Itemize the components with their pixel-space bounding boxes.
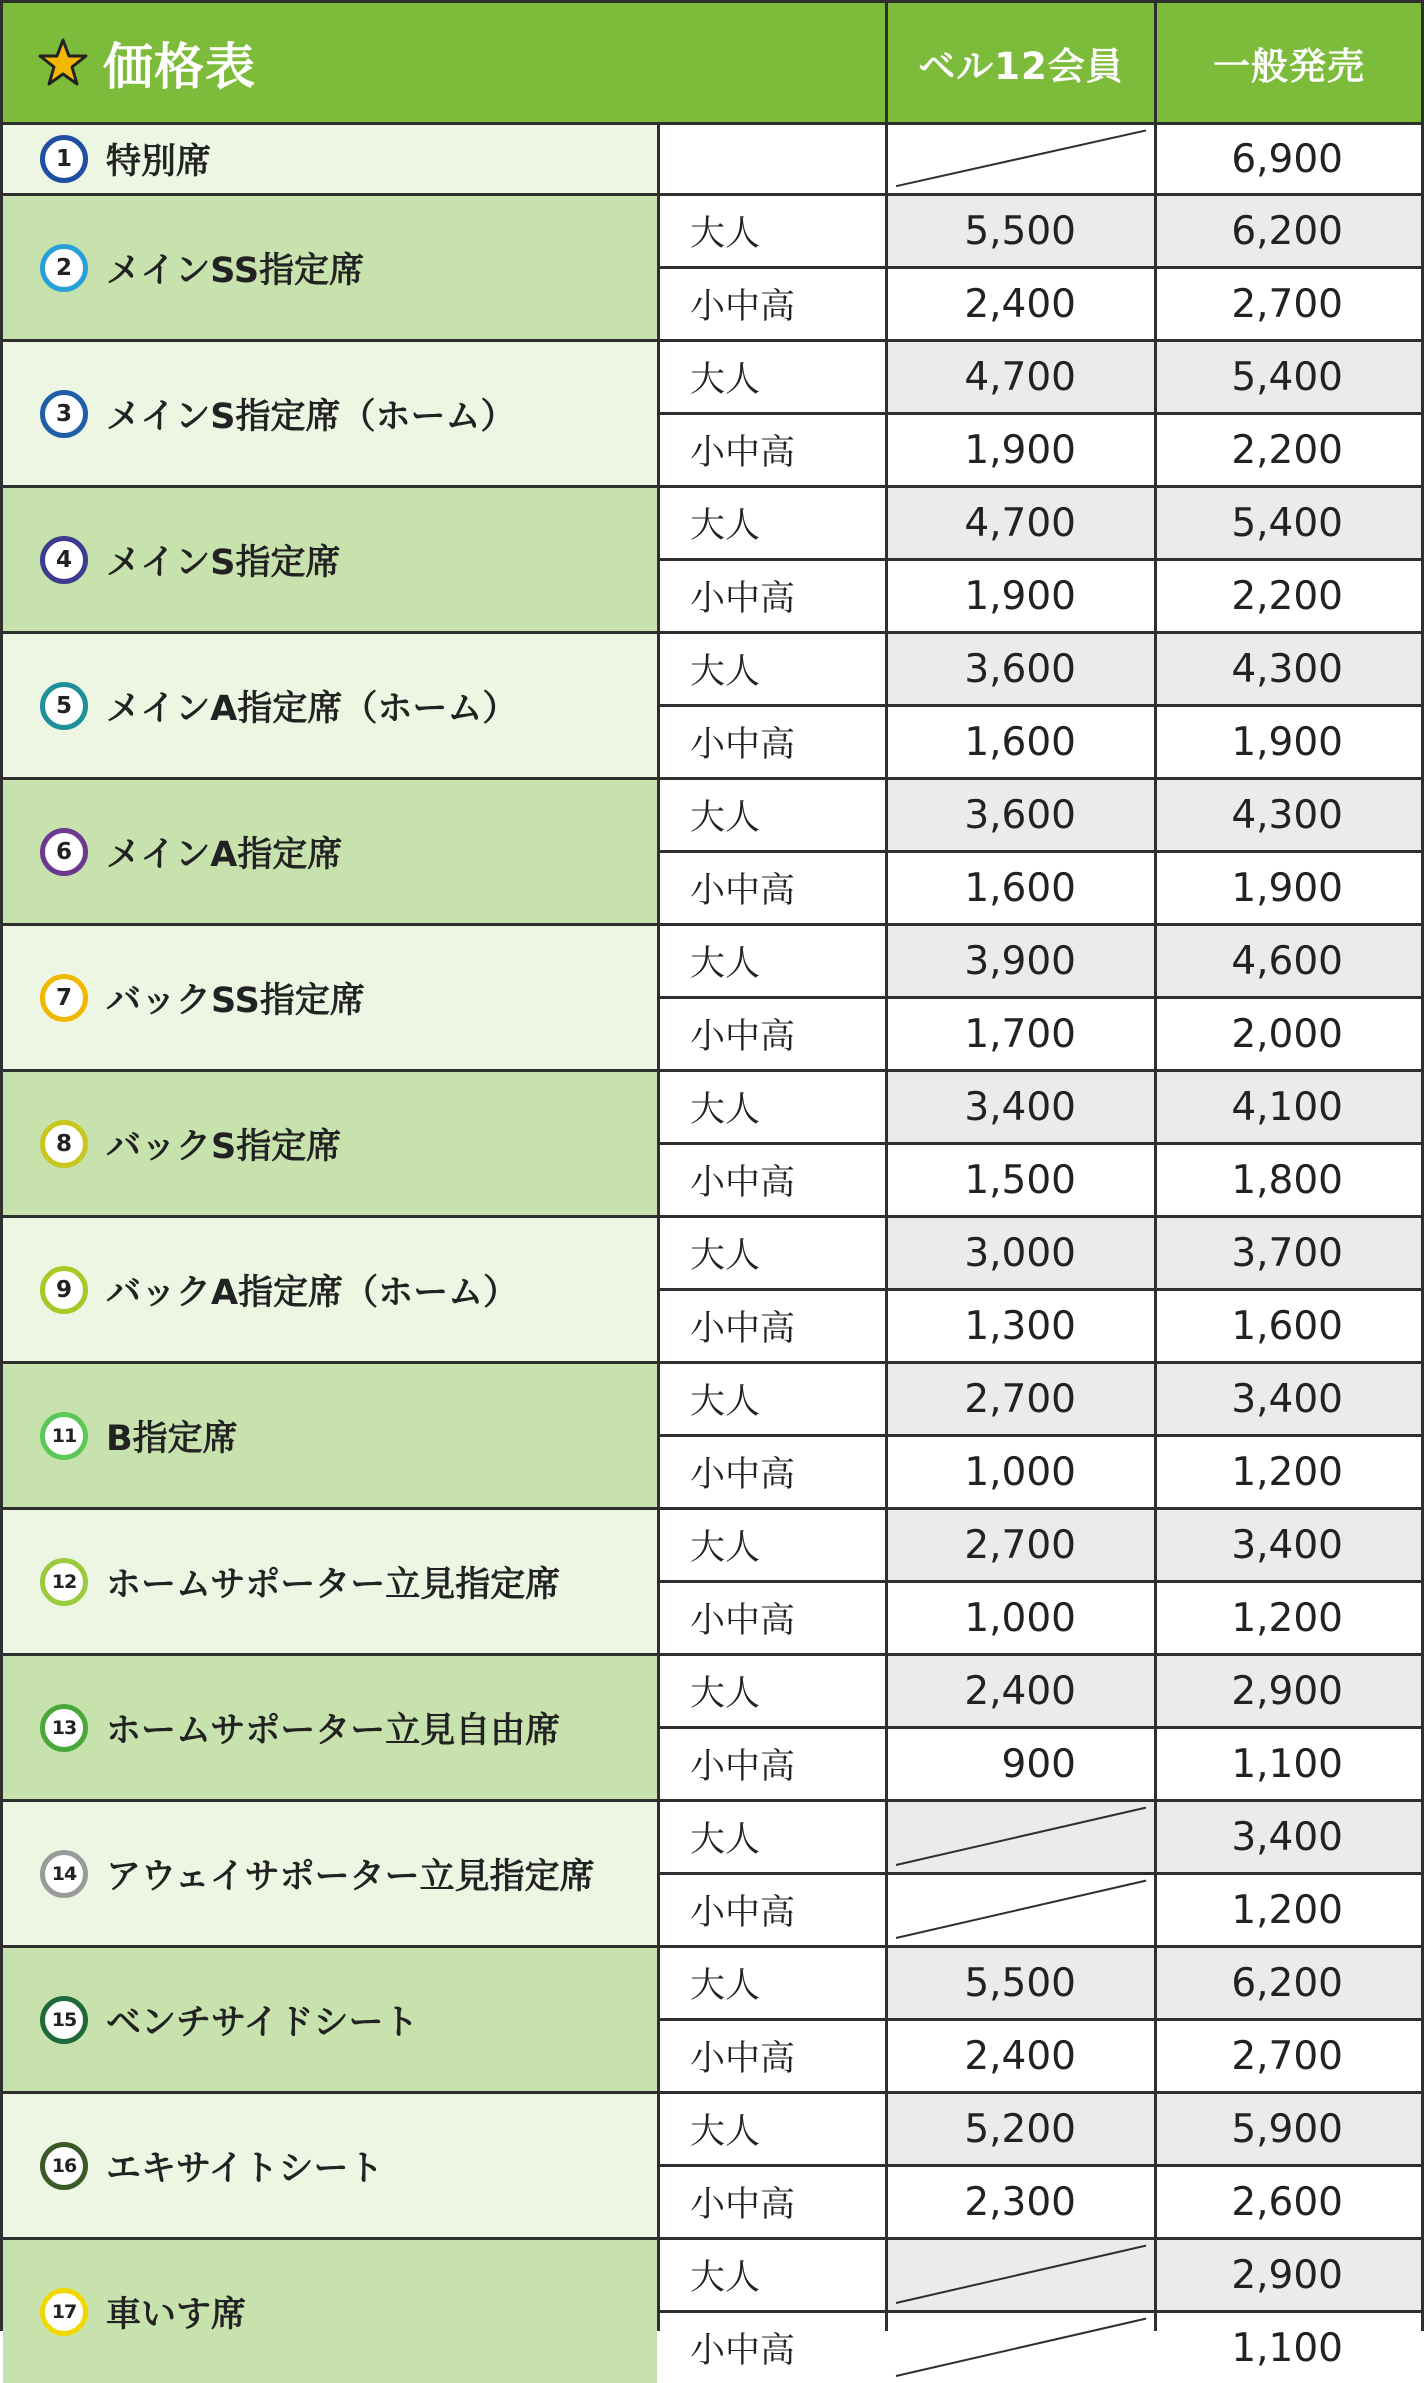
member-price-cell [888,707,1154,777]
ticket-type: 大人 [690,1966,761,2006]
member-price-cell [888,1656,1154,1726]
general-price-cell [1157,1583,1421,1653]
ticket-type: 小中高 [690,1163,796,1203]
header-member-col: ベル12会員 [888,3,1154,122]
seat-name-cell [3,342,657,485]
general-price-cell [1157,1218,1421,1288]
ticket-type-cell [660,1948,885,2018]
general-price: 4,300 [1231,792,1343,838]
member-price: 2,700 [964,1376,1076,1422]
seat-name-cell [3,1802,657,1945]
general-price-cell [1157,1072,1421,1142]
member-price-cell [888,1948,1154,2018]
ticket-type-cell [660,2094,885,2164]
seat-name: アウェイサポーター立見指定席 [106,1856,595,1897]
ticket-type: 小中高 [690,2185,796,2225]
member-price-cell [888,488,1154,558]
general-price: 2,900 [1231,1668,1343,1714]
ticket-type: 大人 [690,2112,761,2152]
general-price: 1,100 [1231,1741,1343,1787]
not-available-slash [888,1875,1154,1945]
member-price: 5,500 [964,1960,1076,2006]
ticket-type: 大人 [690,1674,761,1714]
general-price-cell [1157,2021,1421,2091]
general-price: 5,400 [1231,500,1343,546]
member-price: 2,400 [964,1668,1076,1714]
general-price: 5,400 [1231,354,1343,400]
general-price-cell [1157,926,1421,996]
member-price-cell [888,1437,1154,1507]
member-price: 3,400 [964,1084,1076,1130]
member-price: 3,600 [964,646,1076,692]
general-price-cell [1157,1291,1421,1361]
member-price-cell [888,1875,1154,1945]
member-price: 1,300 [964,1303,1076,1349]
general-price: 4,300 [1231,646,1343,692]
ticket-type-cell [660,1072,885,1142]
member-price-cell [888,1802,1154,1872]
seat-name-cell [3,1948,657,2091]
general-price: 2,700 [1231,281,1343,327]
general-price: 1,600 [1231,1303,1343,1349]
not-available-slash [888,1802,1154,1872]
general-price: 3,700 [1231,1230,1343,1276]
general-price: 3,400 [1231,1814,1343,1860]
member-price-cell [888,1729,1154,1799]
member-price-cell [888,2094,1154,2164]
ticket-type: 大人 [690,798,761,838]
general-price-cell [1157,1364,1421,1434]
ticket-type-cell [660,269,885,339]
seat-name: ホームサポーター立見自由席 [106,1710,561,1751]
member-price-cell [888,999,1154,1069]
ticket-type-cell [660,2313,885,2383]
general-price-cell [1157,2167,1421,2237]
member-price-cell [888,196,1154,266]
member-price: 1,900 [964,427,1076,473]
ticket-type: 大人 [690,506,761,546]
ticket-type-cell [660,2167,885,2237]
ticket-type: 小中高 [690,871,796,911]
member-price: 2,700 [964,1522,1076,1568]
seat-number-badge: 17 [40,2288,88,2336]
member-price: 3,600 [964,792,1076,838]
ticket-type: 大人 [690,652,761,692]
member-price: 1,700 [964,1011,1076,1057]
member-price: 1,900 [964,573,1076,619]
member-price-cell [888,561,1154,631]
ticket-type-cell [660,1729,885,1799]
general-price: 1,900 [1231,719,1343,765]
seat-number-badge: 11 [40,1412,88,1460]
seat-name: 特別席 [106,142,212,182]
seat-name-cell [3,1656,657,1799]
seat-number-badge: 14 [40,1850,88,1898]
ticket-type: 小中高 [690,2039,796,2079]
ticket-type-cell [660,1656,885,1726]
seat-name-cell [3,1364,657,1507]
general-price-cell [1157,1802,1421,1872]
seat-name: メインSS指定席 [106,250,365,291]
seat-name-cell [3,125,657,193]
general-price: 3,400 [1231,1376,1343,1422]
seat-number-badge: 2 [40,244,88,292]
general-price: 1,200 [1231,1887,1343,1933]
ticket-type: 小中高 [690,1455,796,1495]
ticket-type: 大人 [690,1090,761,1130]
member-price-cell [888,415,1154,485]
ticket-type-cell [660,853,885,923]
general-price-cell [1157,561,1421,631]
ticket-type-cell [660,1510,885,1580]
ticket-type: 大人 [690,1236,761,1276]
general-price: 4,600 [1231,938,1343,984]
general-price-cell [1157,2094,1421,2164]
seat-name: ホームサポーター立見指定席 [106,1564,561,1605]
ticket-type-cell [660,488,885,558]
general-price-cell [1157,415,1421,485]
member-price-cell [888,1218,1154,1288]
member-price-cell [888,1510,1154,1580]
seat-number-badge: 3 [40,390,88,438]
seat-name: バックS指定席 [106,1126,342,1167]
member-price-cell [888,342,1154,412]
seat-number-badge: 5 [40,682,88,730]
general-price: 2,200 [1231,573,1343,619]
member-price: 4,700 [964,354,1076,400]
header-general-col: 一般発売 [1157,3,1421,122]
general-price-cell [1157,196,1421,266]
seat-number-badge: 16 [40,2142,88,2190]
member-price-cell [888,1583,1154,1653]
general-price: 6,200 [1231,1960,1343,2006]
member-price: 1,600 [964,865,1076,911]
general-price: 6,200 [1231,208,1343,254]
general-price: 2,900 [1231,2252,1343,2298]
not-available-slash [888,125,1154,193]
seat-number-badge: 13 [40,1704,88,1752]
ticket-type: 大人 [690,944,761,984]
general-price: 6,900 [1231,136,1343,182]
member-price-cell [888,2167,1154,2237]
ticket-type-cell [660,926,885,996]
general-price-cell [1157,1145,1421,1215]
seat-name: バックSS指定席 [106,980,365,1021]
ticket-type-cell [660,1875,885,1945]
ticket-type: 大人 [690,2258,761,2298]
seat-name: ベンチサイドシート [106,2002,419,2043]
general-price-cell [1157,1656,1421,1726]
ticket-type-cell [660,1218,885,1288]
general-price-cell [1157,1437,1421,1507]
not-available-slash [888,2313,1154,2383]
member-price-cell [888,1072,1154,1142]
general-price-cell [1157,780,1421,850]
member-price-cell [888,2313,1154,2383]
member-price: 2,400 [964,2033,1076,2079]
seat-name: B指定席 [106,1418,238,1459]
seat-number-badge: 9 [40,1266,88,1314]
general-price-cell [1157,488,1421,558]
member-price-cell [888,853,1154,923]
general-price: 3,400 [1231,1522,1343,1568]
ticket-type-cell [660,999,885,1069]
header-title-cell [3,3,885,122]
ticket-type: 小中高 [690,1309,796,1349]
seat-name-cell [3,1072,657,1215]
seat-name: メインA指定席 [106,834,343,875]
ticket-type-cell [660,634,885,704]
seat-name: エキサイトシート [106,2148,384,2189]
general-price: 2,600 [1231,2179,1343,2225]
member-price: 1,000 [964,1595,1076,1641]
general-price-cell [1157,707,1421,777]
ticket-type: 小中高 [690,1601,796,1641]
member-price-cell [888,926,1154,996]
ticket-type-cell [660,561,885,631]
general-price: 4,100 [1231,1084,1343,1130]
seat-name: バックA指定席（ホーム） [106,1272,519,1313]
seat-name: 車いす席 [106,2294,247,2335]
general-price: 1,900 [1231,865,1343,911]
seat-name-cell [3,196,657,339]
ticket-type: 大人 [690,214,761,254]
member-price: 2,400 [964,281,1076,327]
ticket-type-cell [660,1291,885,1361]
general-price: 1,200 [1231,1595,1343,1641]
member-price-cell [888,1364,1154,1434]
seat-name-cell [3,926,657,1069]
seat-number-badge: 7 [40,974,88,1022]
ticket-type-cell [660,1364,885,1434]
seat-number-badge: 1 [40,135,88,183]
general-price-cell [1157,1510,1421,1580]
general-price: 1,800 [1231,1157,1343,1203]
member-price: 5,500 [964,208,1076,254]
seat-number-badge: 12 [40,1558,88,1606]
general-price: 1,100 [1231,2325,1343,2371]
ticket-type: 大人 [690,360,761,400]
ticket-type: 大人 [690,1382,761,1422]
seat-name-cell [3,1218,657,1361]
member-price: 2,300 [964,2179,1076,2225]
general-price-cell [1157,2240,1421,2310]
member-price-cell [888,1291,1154,1361]
type-cell-empty [660,125,885,193]
star-icon [37,37,89,89]
ticket-type: 大人 [690,1528,761,1568]
general-price-cell [1157,2313,1421,2383]
general-price: 2,200 [1231,427,1343,473]
seat-name-cell [3,488,657,631]
general-price: 2,000 [1231,1011,1343,1057]
general-price-cell [1157,1948,1421,2018]
member-price: 3,000 [964,1230,1076,1276]
ticket-type-cell [660,1437,885,1507]
ticket-type: 大人 [690,1820,761,1860]
general-price-cell [1157,853,1421,923]
member-price-cell [888,125,1154,193]
seat-number-badge: 8 [40,1120,88,1168]
member-price-cell [888,634,1154,704]
seat-number-badge: 15 [40,1996,88,2044]
general-price-cell [1157,1729,1421,1799]
ticket-type: 小中高 [690,1747,796,1787]
member-price: 5,200 [964,2106,1076,2152]
ticket-type-cell [660,1145,885,1215]
seat-name: メインS指定席 [106,542,341,583]
member-price: 900 [1001,1741,1076,1787]
member-price: 1,600 [964,719,1076,765]
seat-number-badge: 6 [40,828,88,876]
member-price-cell [888,780,1154,850]
not-available-slash [888,2240,1154,2310]
general-price: 5,900 [1231,2106,1343,2152]
general-price-cell [1157,999,1421,1069]
member-price-cell [888,2240,1154,2310]
ticket-type: 小中高 [690,2331,796,2371]
seat-name: メインA指定席（ホーム） [106,688,518,729]
ticket-type: 小中高 [690,579,796,619]
seat-number-badge: 4 [40,536,88,584]
ticket-type-cell [660,2240,885,2310]
ticket-type-cell [660,780,885,850]
page-title: 価格表 [103,37,256,96]
ticket-type-cell [660,196,885,266]
general-price-cell [1157,1875,1421,1945]
ticket-type-cell [660,707,885,777]
member-price-cell [888,2021,1154,2091]
ticket-type-cell [660,342,885,412]
seat-name-cell [3,780,657,923]
general-price-cell [1157,125,1421,193]
ticket-type: 小中高 [690,287,796,327]
seat-name: メインS指定席（ホーム） [106,396,516,437]
seat-name-cell [3,1510,657,1653]
ticket-type-cell [660,1583,885,1653]
seat-name-cell [3,634,657,777]
member-price-cell [888,269,1154,339]
member-price: 1,000 [964,1449,1076,1495]
member-price: 4,700 [964,500,1076,546]
general-price: 2,700 [1231,2033,1343,2079]
member-price: 1,500 [964,1157,1076,1203]
member-price: 3,900 [964,938,1076,984]
general-price-cell [1157,634,1421,704]
member-price-cell [888,1145,1154,1215]
ticket-type-cell [660,1802,885,1872]
general-price: 1,200 [1231,1449,1343,1495]
ticket-type: 小中高 [690,433,796,473]
ticket-type-cell [660,2021,885,2091]
ticket-type: 小中高 [690,1893,796,1933]
seat-name-cell [3,2240,657,2383]
general-price-cell [1157,269,1421,339]
seat-name-cell [3,2094,657,2237]
ticket-type: 小中高 [690,1017,796,1057]
ticket-type-cell [660,415,885,485]
ticket-type: 小中高 [690,725,796,765]
general-price-cell [1157,342,1421,412]
